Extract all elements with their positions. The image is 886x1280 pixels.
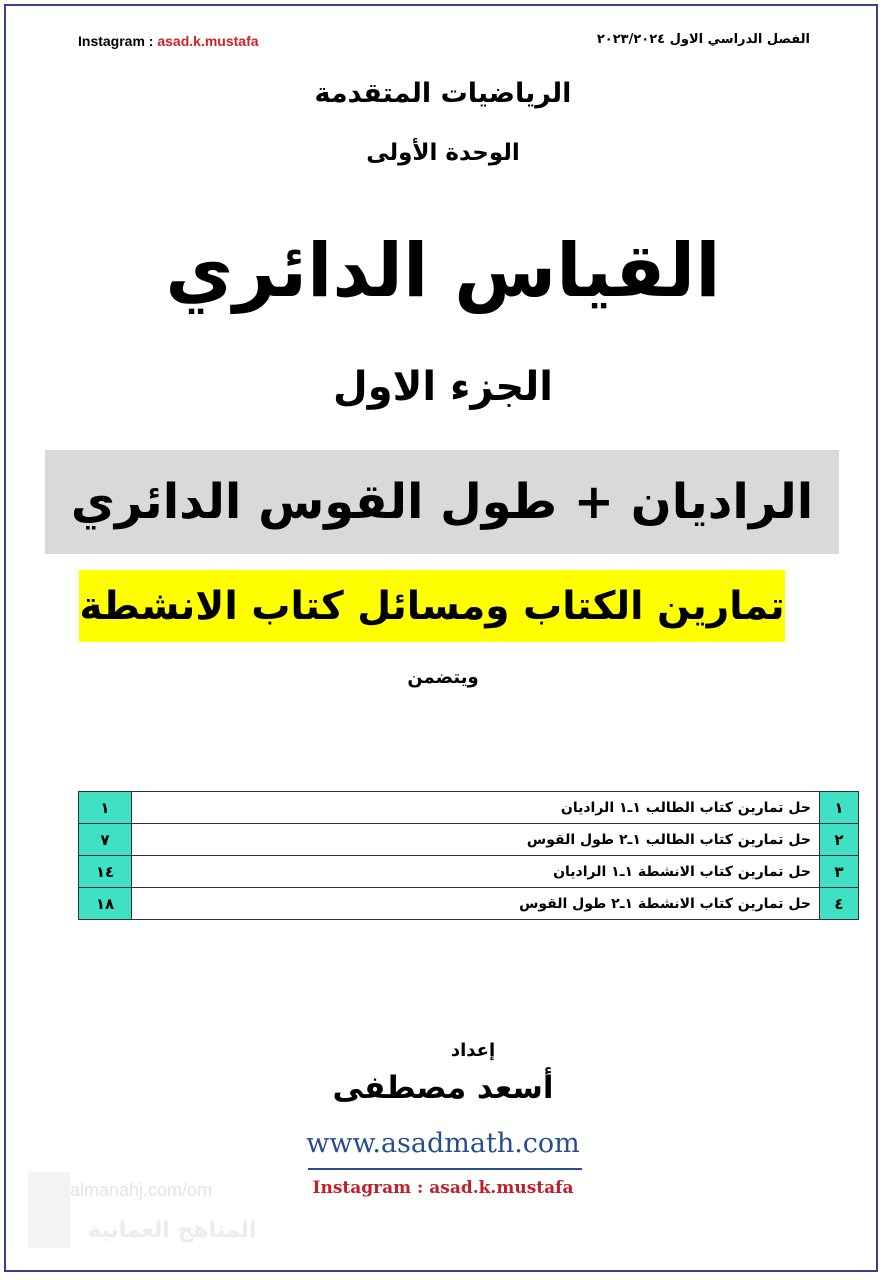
exercises-banner [79,570,785,642]
website-underline [308,1168,582,1170]
table-row [79,856,859,888]
unit-title: الوحدة الأولى [366,140,520,166]
row-number: ٣ [820,856,859,888]
author-name: أسعد مصطفى [332,1070,554,1106]
subject-title: الرياضيات المتقدمة [314,78,572,109]
watermark-site-name: المناهج العمانية [88,1218,257,1243]
table-row [79,824,859,856]
contents-table [78,791,859,920]
website-link[interactable]: www.asadmath.com [306,1128,580,1159]
row-number: ١ [820,792,859,824]
row-page: ١ [79,792,132,824]
main-title: القياس الدائري [165,228,721,314]
topic-text: الراديان + طول القوس الدائري [70,474,814,530]
table-row [79,792,859,824]
row-page: ١٨ [79,888,132,920]
row-title: حل تمارين كتاب الانشطة ١ـ٢ طول القوس [132,888,820,920]
header-instagram-label: Instagram : [78,33,154,49]
row-page: ٧ [79,824,132,856]
row-title: حل تمارين كتاب الطالب ١ـ١ الراديان [132,792,820,824]
part-title: الجزء الاول [333,364,553,410]
includes-label: ويتضمن [407,667,479,688]
row-page: ١٤ [79,856,132,888]
row-number: ٤ [820,888,859,920]
row-number: ٢ [820,824,859,856]
topic-banner [45,450,839,554]
header-instagram-handle: asad.k.mustafa [157,33,259,49]
footer-instagram: Instagram : asad.k.mustafa [312,1178,574,1198]
watermark-logo-icon [28,1172,70,1248]
header-semester: الفصل الدراسي الاول ٢٠٢٣/٢٠٢٤ [596,32,810,47]
table-row [79,888,859,920]
watermark-url: almanahj.com/om [70,1180,213,1200]
header-instagram [78,33,259,49]
exercises-text: تمارين الكتاب ومسائل كتاب الانشطة [79,583,785,629]
prepared-by-label: إعداد [450,1040,496,1061]
row-title: حل تمارين كتاب الانشطة ١ـ١ الراديان [132,856,820,888]
row-title: حل تمارين كتاب الطالب ١ـ٢ طول القوس [132,824,820,856]
